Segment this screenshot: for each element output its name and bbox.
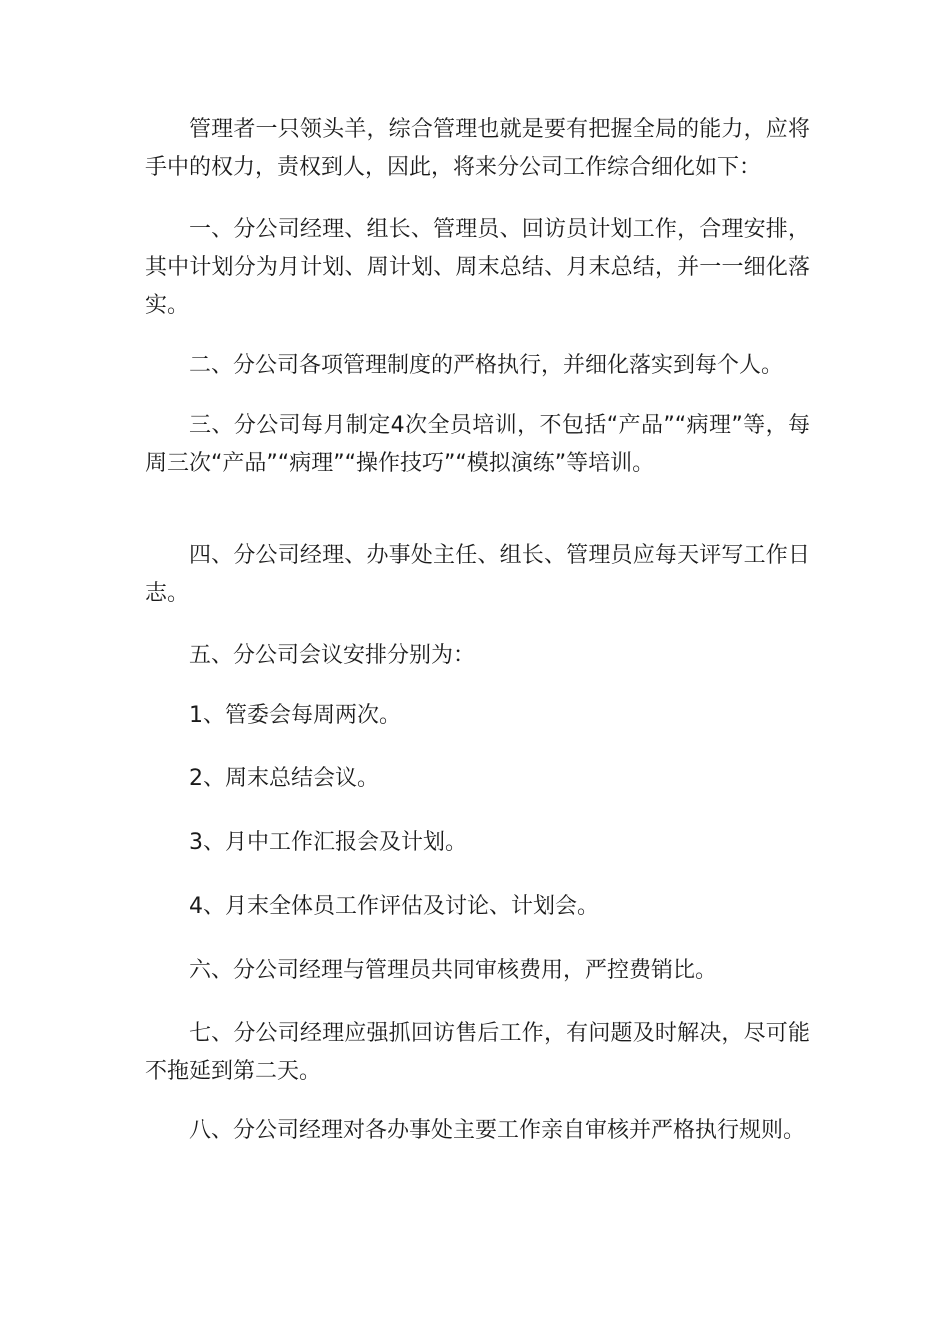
paragraph-item-3: 三、分公司每月制定4次全员培训，不包括“产品”“病理”等，每周三次“产品”“病理”“操作技巧”“模拟演练”等培训。 <box>145 413 810 476</box>
list-item-meeting-3: 3、月中工作汇报会及计划。 <box>189 830 467 855</box>
list-item-meeting-4: 4、月末全体员工作评估及讨论、计划会。 <box>189 894 599 919</box>
paragraph-item-5: 五、分公司会议安排分别为： <box>189 643 476 668</box>
paragraph-item-6: 六、分公司经理与管理员共同审核费用，严控费销比。 <box>189 958 718 983</box>
paragraph-item-8: 八、分公司经理对各办事处主要工作亲自审核并严格执行规则。 <box>189 1118 806 1143</box>
paragraph-item-1: 一、分公司经理、组长、管理员、回访员计划工作，合理安排，其中计划分为月计划、周计划、周末总结、月末总结，并一一细化落实。 <box>145 217 810 318</box>
paragraph-item-2: 二、分公司各项管理制度的严格执行，并细化落实到每个人。 <box>189 353 784 378</box>
paragraph-intro: 管理者一只领头羊，综合管理也就是要有把握全局的能力，应将手中的权力，责权到人，因此，将来分公司工作综合细化如下： <box>145 117 810 180</box>
list-item-meeting-2: 2、周末总结会议。 <box>189 766 379 791</box>
list-item-meeting-1: 1、管委会每周两次。 <box>189 703 401 728</box>
paragraph-item-7: 七、分公司经理应强抓回访售后工作，有问题及时解决，尽可能不拖延到第二天。 <box>145 1021 810 1084</box>
paragraph-item-4: 四、分公司经理、办事处主任、组长、管理员应每天评写工作日志。 <box>145 543 810 606</box>
